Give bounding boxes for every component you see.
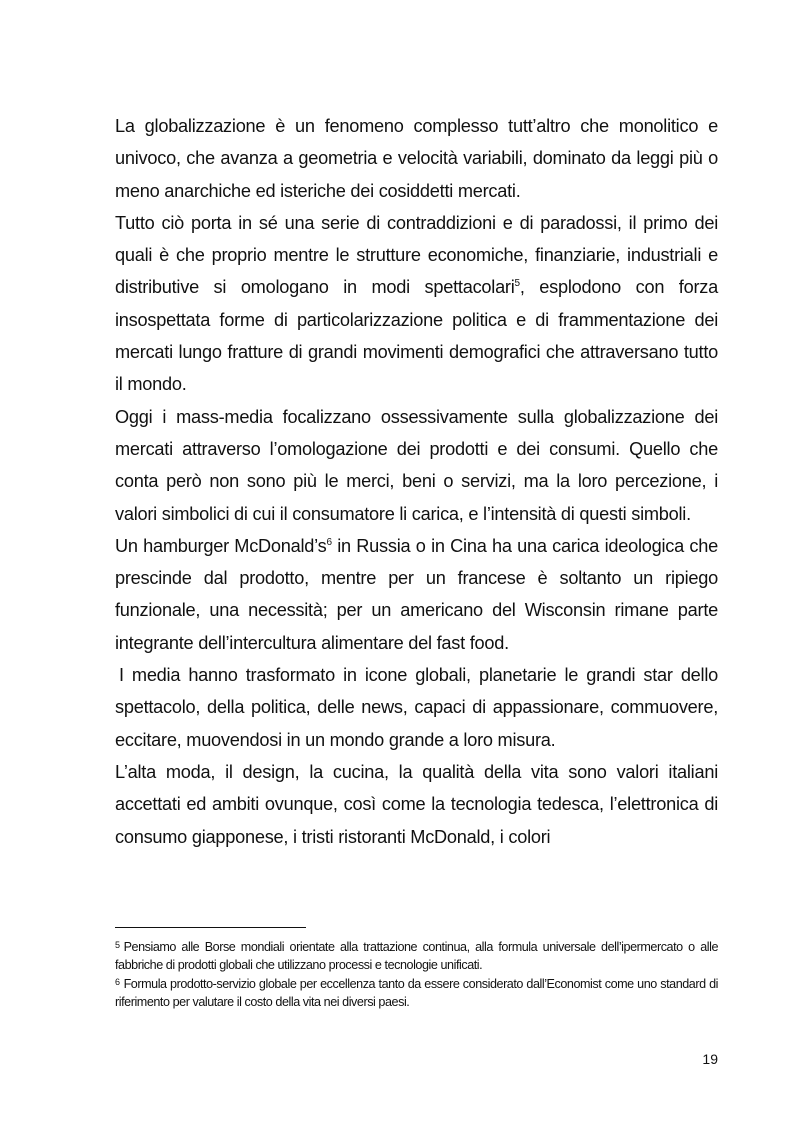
paragraph-mass-media: Oggi i mass-media focalizzano ossessivamente sulla globalizzazione dei mercati attraverso l’omologazione dei prodotti e dei consumi. Quello che conta però non sono più le merci, beni o servizi, ma la loro percezione, i valori simbolici di cui il consumatore li carica, e l’intensità di questi simboli. — [115, 406, 718, 524]
footnote-reference: 6 — [326, 536, 332, 548]
page-number: 19 — [702, 1051, 718, 1067]
footnote-separator — [115, 927, 306, 928]
footnote-reference: 5 — [514, 278, 520, 290]
paragraph-contraddizioni — [115, 207, 718, 401]
paragraph-text: , esplodono con forza insospettata forme di particolarizzazione politica e di frammentazione dei mercati lungo fratture di grandi movimenti demografici che attraversano tutto il mondo. — [115, 277, 718, 395]
paragraph-text: in Russia o in Cina ha una carica ideologica che prescinde dal prodotto, mentre per un francese è soltanto un ripiego funzionale, una necessità; per un americano del Wisconsin rimane parte integrante dell’intercultura alimentare del fast food. — [115, 535, 718, 653]
paragraph-hamburger — [115, 530, 718, 659]
footnote-5 — [115, 937, 718, 974]
footnote-6 — [115, 974, 718, 1011]
footnote-text: Formula prodotto-servizio globale per eccellenza tanto da essere considerato dall’Economist come uno standard di riferimento per valutare il costo della vita nei diversi paesi. — [115, 977, 718, 1009]
footnote-number: 6 — [115, 977, 120, 988]
footnote-number: 5 — [115, 940, 120, 950]
paragraph-alta-moda: L’alta moda, il design, la cucina, la qualità della vita sono valori italiani accettati ed ambiti ovunque, così come la tecnologia tedesca, l’elettronica di consumo giapponese, i tristi ristoranti McDonald, i colori — [115, 761, 718, 847]
paragraph-text: Un hamburger McDonald’s — [115, 535, 327, 556]
footnote-text: Pensiamo alle Borse mondiali orientate alla trattazione continua, alla formula universale dell’ipermercato o alle fabbriche di prodotti globali che utilizzano processi e tecnologie unificati. — [115, 940, 718, 972]
paragraph-media-icone: I media hanno trasformato in icone globali, planetarie le grandi star dello spettacolo, della politica, delle news, capaci di appassionare, commuovere, eccitare, muovendosi in un mondo grande a loro misura. — [115, 665, 718, 750]
paragraph-globalizzazione: La globalizzazione è un fenomeno complesso tutt’altro che monolitico e univoco, che avanza a geometria e velocità variabili, dominato da leggi più o meno anarchiche ed isteriche dei cosiddetti mercati. — [115, 116, 718, 201]
footnotes — [115, 937, 718, 1011]
main-text — [115, 110, 718, 853]
paragraph-text: Tutto ciò porta in sé una serie di contraddizioni e di paradossi, il primo dei quali è che proprio mentre le strutture economiche, finanziarie, industriali e distributive si omologano in modi spettacolari — [115, 212, 718, 298]
